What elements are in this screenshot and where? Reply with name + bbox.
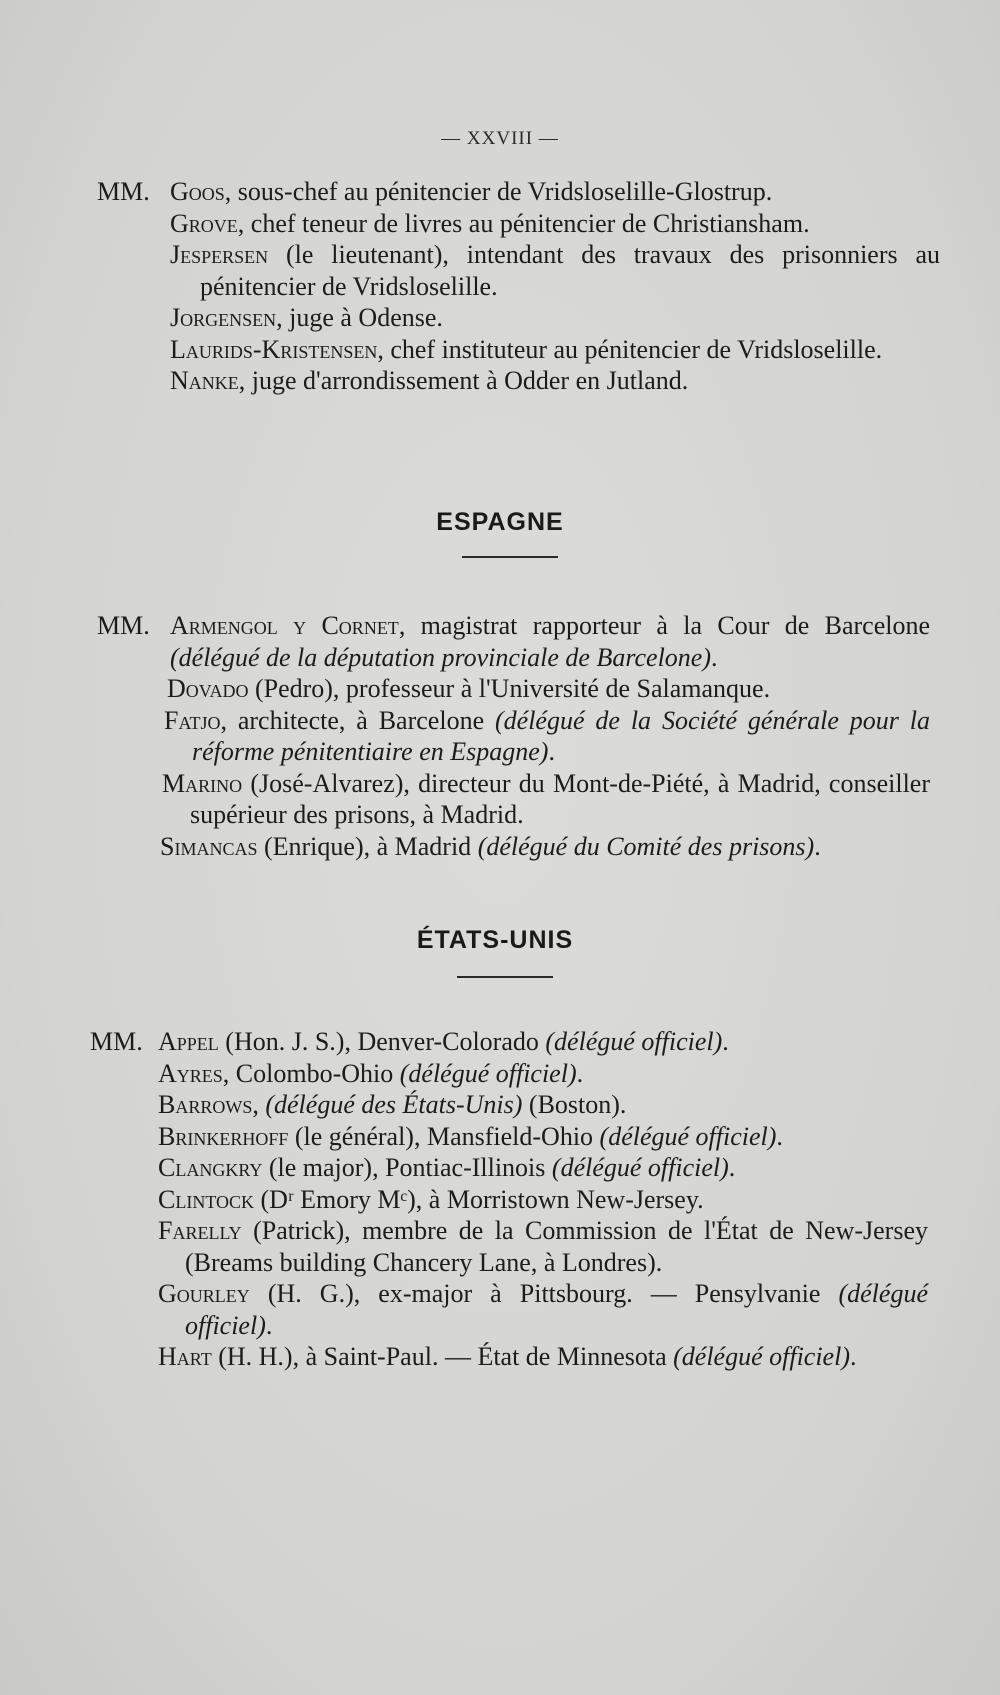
person-name: Simancas <box>160 831 258 861</box>
person-description: (H. G.), ex-major à Pittsbourg. — Pensylvanie <box>249 1279 839 1308</box>
person-name: Nanke <box>170 366 239 395</box>
person-name: Hart <box>158 1342 212 1371</box>
delegation-note: (délégué officiel) <box>545 1027 723 1056</box>
page-number: — XXVIII — <box>441 128 559 149</box>
person-name: Marino <box>162 768 243 798</box>
person-description: (José-Alvarez), directeur du Mont-de-Piété, à Madrid, conseiller supérieur des prisons, à Madrid. <box>190 768 930 829</box>
list-item <box>170 365 940 397</box>
person-name: Clangkry <box>158 1153 263 1182</box>
person-name: Gourley <box>158 1279 250 1308</box>
delegation-note: (délégué du Comité des prisons) <box>477 831 815 861</box>
person-description: , chef teneur de livres au pénitencier de Christiansham. <box>237 208 810 238</box>
list-item <box>97 176 940 208</box>
list-item <box>160 831 930 863</box>
person-description: (H. H.), à Saint-Paul. — État de Minnesota <box>211 1342 674 1371</box>
list-item <box>158 1152 928 1184</box>
list-item <box>158 1278 928 1341</box>
delegation-note: (délégué officiel) <box>185 1279 928 1340</box>
list-item <box>164 705 930 768</box>
person-name: Fatjo <box>164 705 221 735</box>
person-description: , juge à Odense. <box>276 303 443 332</box>
person-name: Jorgensen <box>170 303 277 332</box>
person-description: , Colombo-Ohio <box>222 1058 400 1088</box>
entry-end: . <box>711 642 718 672</box>
list-item <box>170 302 940 334</box>
heading-divider <box>457 976 553 978</box>
person-description: (Patrick), membre de la Commission de l'État de New-Jersey (Breams building Chancery Lane, à Londres). <box>185 1216 928 1277</box>
person-description: (Pedro), professeur à l'Université de Salamanque. <box>248 674 771 703</box>
list-item <box>167 673 930 705</box>
heading-divider <box>462 556 558 558</box>
entry-end: . <box>548 737 555 766</box>
espagne-entries <box>0 610 1000 862</box>
person-name: Goos <box>170 177 225 206</box>
person-name: Laurids-Kristensen <box>170 334 378 364</box>
delegation-note: (délégué de la Société générale pour la réforme pénitentiaire en Espagne) <box>192 705 930 766</box>
list-item <box>90 1026 928 1058</box>
section-heading-etats-unis: ÉTATS-UNIS <box>416 926 574 954</box>
list-item <box>170 208 940 240</box>
person-name: Grove <box>170 208 238 238</box>
list-item <box>158 1184 928 1216</box>
person-description: , chef instituteur au pénitencier de Vridsloselille. <box>377 334 883 364</box>
mm-label: MM. <box>90 1027 143 1056</box>
person-name: Appel <box>158 1027 219 1056</box>
entry-end: . <box>722 1027 729 1056</box>
mm-label: MM. <box>97 611 150 640</box>
delegation-note: (délégué officiel) <box>551 1153 729 1182</box>
list-item <box>162 768 930 831</box>
person-description: (Enrique), à Madrid <box>257 831 478 861</box>
person-description: , magistrat rapporteur à la Cour de Barcelone <box>398 611 930 640</box>
list-item <box>158 1215 928 1278</box>
person-name: Armengol y Cornet <box>170 611 399 640</box>
person-description: (le général), Mansfield-Ohio <box>288 1121 600 1151</box>
delegation-note: (délégué des États-Unis) <box>265 1090 523 1119</box>
entry-end: . <box>849 1342 857 1371</box>
person-name: Brinkerhoff <box>158 1121 289 1151</box>
person-description: , <box>252 1090 266 1119</box>
delegation-note: (délégué officiel) <box>673 1342 850 1371</box>
person-name: Farelly <box>158 1216 242 1245</box>
person-name: Clintock <box>158 1184 255 1214</box>
entry-end: . <box>576 1058 584 1088</box>
etats-unis-entries <box>0 1026 1000 1373</box>
entry-end: . <box>776 1121 783 1151</box>
person-description: (Hon. J. S.), Denver-Colorado <box>218 1027 546 1056</box>
person-description: , sous-chef au pénitencier de Vridsloselille-Glostrup. <box>224 177 773 206</box>
person-description: , juge d'arrondissement à Odder en Jutland. <box>238 366 689 395</box>
list-item <box>158 1089 928 1121</box>
delegation-note: (délégué officiel) <box>399 1058 577 1088</box>
person-description: (le major), Pontiac-Illinois <box>262 1153 552 1182</box>
list-item <box>170 334 940 366</box>
person-name: Barrows <box>158 1090 253 1119</box>
person-name: Jespersen <box>170 240 269 269</box>
denmark-entries <box>0 176 1000 397</box>
list-item <box>170 239 940 302</box>
entry-end: . <box>265 1310 273 1340</box>
section-heading-espagne: ESPAGNE <box>436 508 564 536</box>
delegation-note: (délégué de la députation provinciale de Barcelone) <box>170 642 711 672</box>
mm-label: MM. <box>97 177 150 206</box>
list-item <box>158 1121 928 1153</box>
list-item <box>97 610 930 673</box>
person-description: (Dʳ Emory Mᶜ), à Morristown New-Jersey. <box>254 1184 704 1214</box>
delegation-note: (délégué officiel) <box>599 1121 777 1151</box>
list-item <box>158 1058 928 1090</box>
entry-end: . <box>814 831 821 861</box>
person-name: Dovado <box>167 674 249 703</box>
entry-end: . <box>728 1153 736 1182</box>
list-item <box>158 1341 928 1373</box>
entry-end: (Boston). <box>522 1090 627 1119</box>
person-description: , architecte, à Barcelone <box>220 705 495 735</box>
person-description: (le lieutenant), intendant des travaux des prisonniers au pénitencier de Vridsloselille. <box>200 240 940 301</box>
person-name: Ayres <box>158 1058 223 1088</box>
